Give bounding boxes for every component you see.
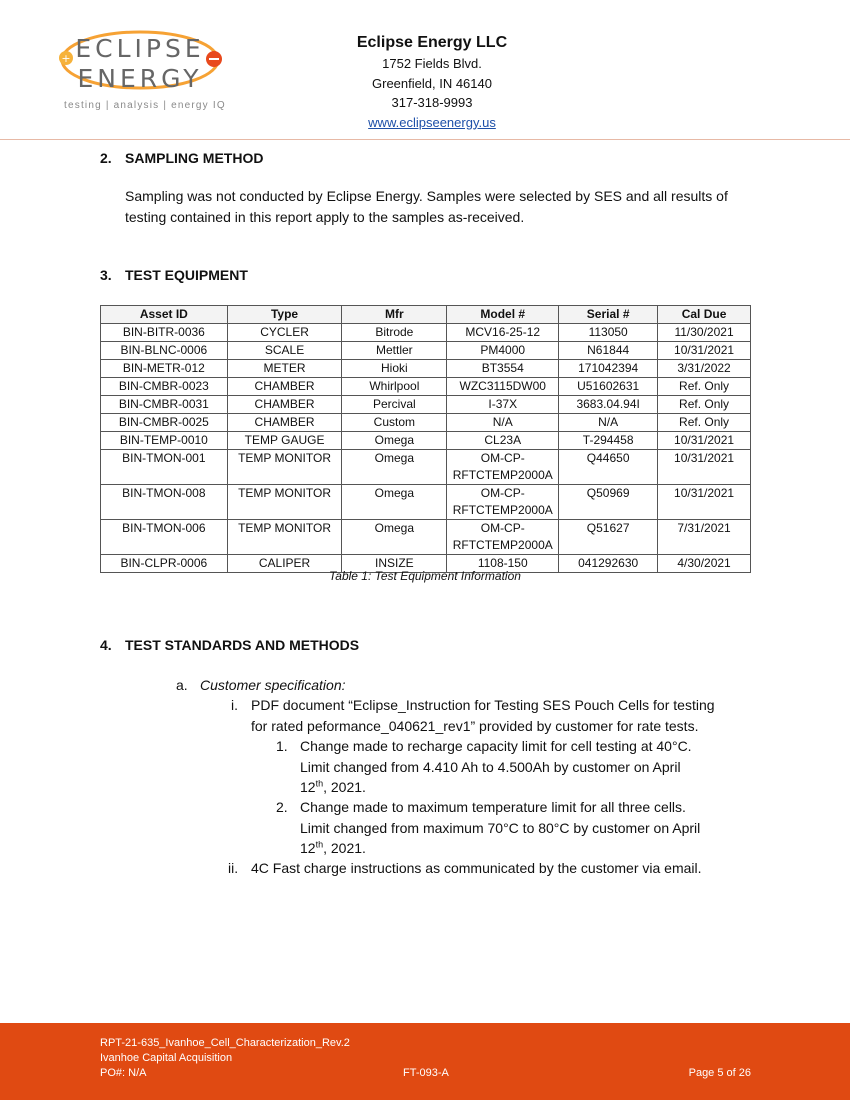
- table-cell: CALIPER: [227, 555, 342, 573]
- list-item-1-line-2: Limit changed from 4.410 Ah to 4.500Ah by customer on April: [300, 758, 681, 775]
- table-cell: SCALE: [227, 342, 342, 360]
- logo-tagline: testing | analysis | energy IQ: [64, 100, 226, 111]
- website-link[interactable]: www.eclipseenergy.us: [368, 114, 496, 130]
- table-cell: 4/30/2021: [658, 555, 751, 573]
- header-divider: [0, 139, 850, 140]
- table-cell: Hioki: [342, 360, 447, 378]
- list-item-i-text: [251, 695, 761, 736]
- table-cell: BIN-BITR-0036: [101, 324, 228, 342]
- section-title: SAMPLING METHOD: [125, 150, 264, 166]
- table-cell: TEMP MONITOR: [227, 485, 342, 520]
- table-cell: INSIZE: [342, 555, 447, 573]
- list-item-2-text: [300, 797, 760, 859]
- table-cell: Omega: [342, 450, 447, 485]
- table-cell: T-294458: [559, 432, 658, 450]
- table-cell: 11/30/2021: [658, 324, 751, 342]
- table-cell: Omega: [342, 432, 447, 450]
- list-item-a-marker: a.: [176, 677, 188, 693]
- table-cell: BIN-CMBR-0031: [101, 396, 228, 414]
- logo-word-eclipse: ECLIPSE: [75, 34, 205, 63]
- table-cell: MCV16-25-12: [447, 324, 559, 342]
- table-cell: TEMP MONITOR: [227, 520, 342, 555]
- section-number: 2.: [100, 150, 112, 166]
- company-logo: [52, 20, 252, 120]
- table-cell: BIN-METR-012: [101, 360, 228, 378]
- table-cell: Custom: [342, 414, 447, 432]
- table-cell: OM-CP-RFTCTEMP2000A: [447, 485, 559, 520]
- footer-report-id: RPT-21-635_Ivanhoe_Cell_Characterization_Rev.2: [100, 1037, 350, 1049]
- table-cell: BT3554: [447, 360, 559, 378]
- table-row: [101, 450, 751, 485]
- table-cell: 3683.04.94I: [559, 396, 658, 414]
- table-cell: Bitrode: [342, 324, 447, 342]
- table-cell: Q51627: [559, 520, 658, 555]
- list-item-i-line-2: for rated peformance_040621_rev1” provided by customer for rate tests.: [251, 717, 699, 734]
- address-line-2: Greenfield, IN 46140: [372, 75, 492, 91]
- table-cell: N/A: [447, 414, 559, 432]
- table-cell: Ref. Only: [658, 414, 751, 432]
- table-cell: 041292630: [559, 555, 658, 573]
- section-number: 3.: [100, 267, 112, 283]
- column-header-cal-due: Cal Due: [658, 306, 751, 324]
- company-info: [313, 32, 551, 133]
- table-row: [101, 485, 751, 520]
- footer-form-number: FT-093-A: [403, 1067, 449, 1079]
- section-2-heading: [100, 150, 263, 166]
- address-line-1: 1752 Fields Blvd.: [382, 56, 482, 71]
- table-cell: U51602631: [559, 378, 658, 396]
- list-item-1-text: [300, 736, 760, 798]
- column-header-model: Model #: [447, 306, 559, 324]
- table-cell: Ref. Only: [658, 378, 751, 396]
- footer-page-number: Page 5 of 26: [688, 1067, 751, 1079]
- table-cell: 10/31/2021: [658, 485, 751, 520]
- logo-word-energy: ENERGY: [77, 64, 203, 93]
- table-row: [101, 414, 751, 432]
- column-header-mfr: Mfr: [342, 306, 447, 324]
- table-cell: Q44650: [559, 450, 658, 485]
- footer-po-number: PO#: N/A: [100, 1067, 147, 1079]
- table-cell: CHAMBER: [227, 378, 342, 396]
- table-cell: 10/31/2021: [658, 432, 751, 450]
- table-cell: METER: [227, 360, 342, 378]
- table-row: [101, 396, 751, 414]
- column-header-serial: Serial #: [559, 306, 658, 324]
- section-title: TEST EQUIPMENT: [125, 267, 248, 283]
- table-cell: Mettler: [342, 342, 447, 360]
- table-cell: PM4000: [447, 342, 559, 360]
- table-cell: N61844: [559, 342, 658, 360]
- section-title: TEST STANDARDS AND METHODS: [125, 637, 360, 653]
- table-cell: BIN-TMON-001: [101, 450, 228, 485]
- table-row: [101, 342, 751, 360]
- column-header-asset-id: Asset ID: [101, 306, 228, 324]
- list-item-i-marker: i.: [231, 697, 238, 713]
- page-footer: [0, 1023, 850, 1100]
- table-row: [101, 520, 751, 555]
- table-cell: Omega: [342, 485, 447, 520]
- table-cell: BIN-TMON-008: [101, 485, 228, 520]
- table-cell: 113050: [559, 324, 658, 342]
- table-row: [101, 324, 751, 342]
- table-cell: BIN-CLPR-0006: [101, 555, 228, 573]
- column-header-type: Type: [227, 306, 342, 324]
- table-cell: BIN-CMBR-0025: [101, 414, 228, 432]
- table-cell: Ref. Only: [658, 396, 751, 414]
- list-item-1-marker: 1.: [276, 738, 288, 754]
- table-cell: 7/31/2021: [658, 520, 751, 555]
- table-header-row: [101, 306, 751, 324]
- table-cell: 3/31/2022: [658, 360, 751, 378]
- table-cell: WZC3115DW00: [447, 378, 559, 396]
- table-cell: Whirlpool: [342, 378, 447, 396]
- list-item-2-line-2: Limit changed from maximum 70°C to 80°C by customer on April: [300, 819, 701, 836]
- table-caption: Table 1: Test Equipment Information: [329, 569, 521, 583]
- table-cell: 171042394: [559, 360, 658, 378]
- eclipse-orbit-icon: [52, 20, 252, 100]
- table-cell: BIN-BLNC-0006: [101, 342, 228, 360]
- test-equipment-table: [100, 305, 751, 573]
- table-cell: Omega: [342, 520, 447, 555]
- list-item-1-line-1: Change made to recharge capacity limit for cell testing at 40°C.: [300, 738, 692, 754]
- section-number: 4.: [100, 637, 112, 653]
- table-cell: TEMP GAUGE: [227, 432, 342, 450]
- table-cell: I-37X: [447, 396, 559, 414]
- table-cell: BIN-TMON-006: [101, 520, 228, 555]
- sampling-method-paragraph: Sampling was not conducted by Eclipse Energy. Samples were selected by SES and all results of testing contained in this report apply to the samples as-received.: [125, 188, 728, 225]
- table-row: [101, 378, 751, 396]
- list-item-ii-text: 4C Fast charge instructions as communicated by the customer via email.: [251, 860, 702, 876]
- table-cell: CHAMBER: [227, 396, 342, 414]
- list-item-i-line-1: PDF document “Eclipse_Instruction for Testing SES Pouch Cells for testing: [251, 697, 715, 713]
- table-cell: Q50969: [559, 485, 658, 520]
- table-row: [101, 360, 751, 378]
- table-cell: 10/31/2021: [658, 450, 751, 485]
- table-cell: Percival: [342, 396, 447, 414]
- svg-text:+: +: [61, 52, 71, 65]
- list-item-1-line-3: 12th, 2021.: [300, 778, 366, 795]
- table-cell: BIN-TEMP-0010: [101, 432, 228, 450]
- list-item-2-line-1: Change made to maximum temperature limit for all three cells.: [300, 799, 686, 815]
- list-item-2-line-3: 12th, 2021.: [300, 839, 366, 856]
- table-cell: TEMP MONITOR: [227, 450, 342, 485]
- section-4-heading: [100, 637, 359, 653]
- table-cell: BIN-CMBR-0023: [101, 378, 228, 396]
- table-cell: OM-CP-RFTCTEMP2000A: [447, 450, 559, 485]
- table-cell: CYCLER: [227, 324, 342, 342]
- table-cell: CHAMBER: [227, 414, 342, 432]
- table-cell: 1108-150: [447, 555, 559, 573]
- section-3-heading: [100, 267, 248, 283]
- table-cell: OM-CP-RFTCTEMP2000A: [447, 520, 559, 555]
- company-name: Eclipse Energy LLC: [356, 34, 508, 51]
- footer-client: Ivanhoe Capital Acquisition: [100, 1052, 233, 1064]
- table-cell: CL23A: [447, 432, 559, 450]
- table-cell: N/A: [559, 414, 658, 432]
- list-item-ii-marker: ii.: [228, 860, 239, 876]
- list-item-2-marker: 2.: [276, 799, 288, 815]
- phone-number: 317-318-9993: [391, 95, 473, 110]
- table-cell: 10/31/2021: [658, 342, 751, 360]
- list-item-a-label: Customer specification:: [200, 677, 346, 693]
- table-row: [101, 432, 751, 450]
